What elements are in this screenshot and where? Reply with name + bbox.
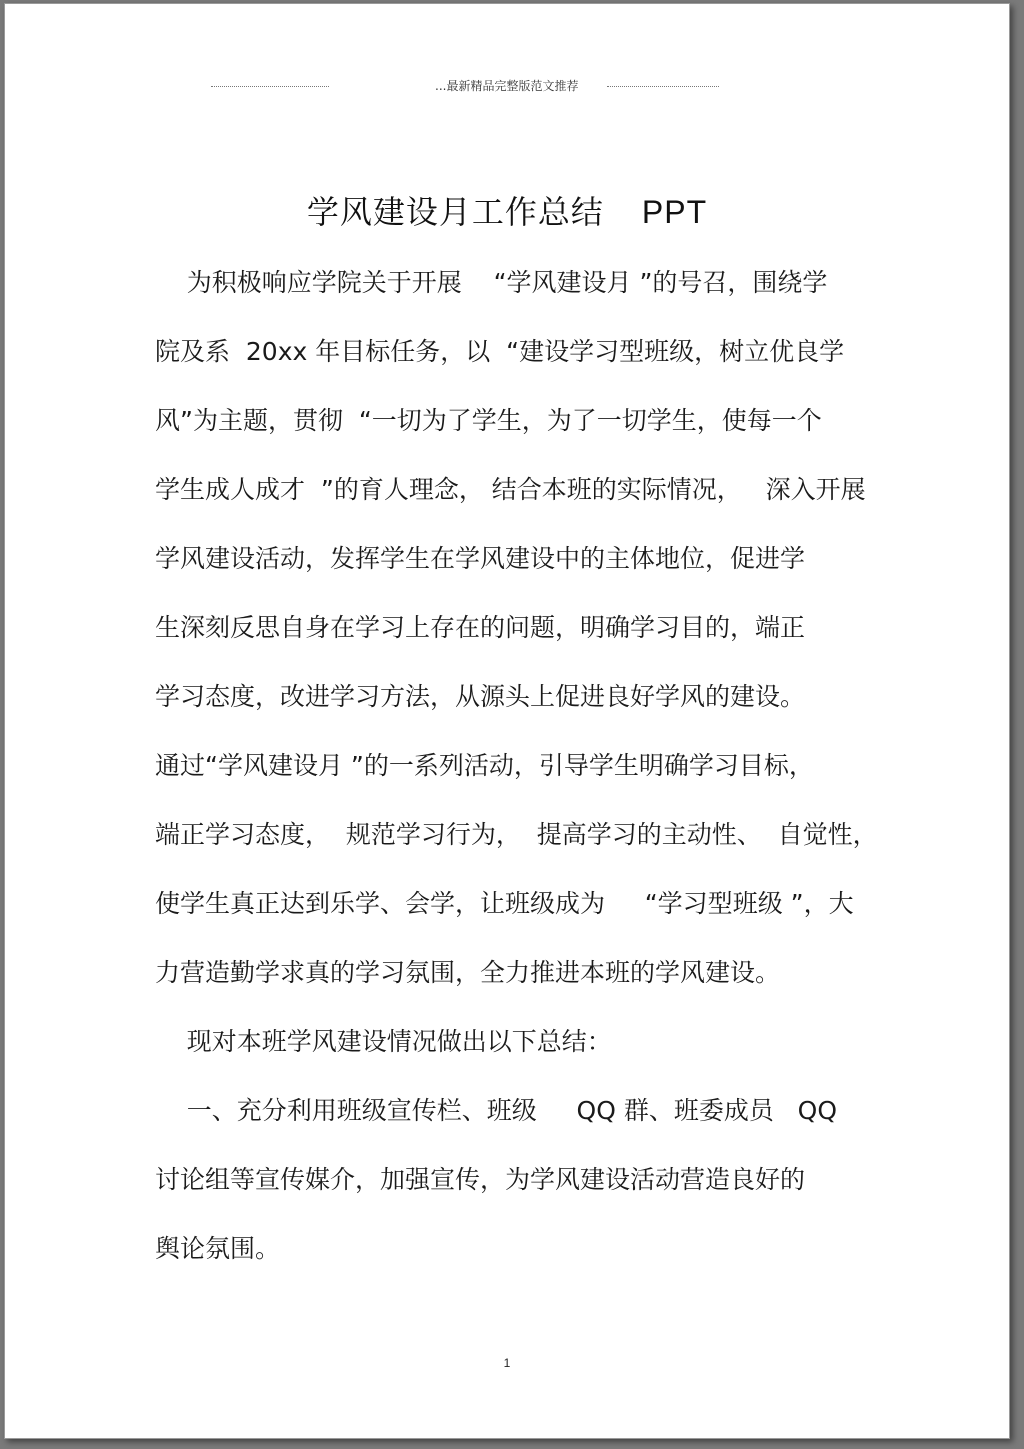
- header-dotted-rule-left: [211, 86, 329, 87]
- body-line: 讨论组等宣传媒介，加强宣传，为学风建设活动营造良好的: [155, 1165, 806, 1194]
- title-suffix: PPT: [641, 194, 708, 230]
- title-main: 学风建设月工作总结: [306, 193, 604, 231]
- document-page: [4, 3, 1010, 1439]
- header-dotted-rule-right: [607, 86, 719, 87]
- page-header: [211, 78, 719, 96]
- body-line: 学习态度，改进学习方法，从源头上促进良好学风的建设。: [155, 682, 806, 711]
- body-line: 风”为主题，贯彻 “一切为了学生，为了一切学生，使每一个: [155, 406, 822, 435]
- header-text: ...最新精品完整版范文推荐: [435, 79, 579, 93]
- body-line: 生深刻反思自身在学习上存在的问题，明确学习目的，端正: [155, 613, 806, 642]
- body-line: 为积极响应学院关于开展 “学风建设月 ”的号召，围绕学: [155, 268, 828, 297]
- document-title: [5, 190, 1009, 234]
- body-line: 一、充分利用班级宣传栏、班级 QQ 群、班委成员 QQ: [155, 1096, 838, 1125]
- body-line: 院及系 20xx 年目标任务，以 “建设学习型班级，树立优良学: [155, 337, 845, 366]
- body-line: 通过“学风建设月 ”的一系列活动，引导学生明确学习目标，: [155, 751, 814, 780]
- page-number: 1: [503, 1356, 511, 1370]
- body-line: 学风建设活动，发挥学生在学风建设中的主体地位，促进学: [155, 544, 806, 573]
- body-line: 现对本班学风建设情况做出以下总结：: [155, 1027, 612, 1056]
- body-line: 学生成人成才 ”的育人理念， 结合本班的实际情况， 深入开展: [155, 475, 866, 504]
- body-line: 舆论氛围。: [155, 1234, 281, 1263]
- body-line: 力营造勤学求真的学习氛围，全力推进本班的学风建设。: [155, 958, 781, 987]
- body-line: 端正学习态度， 规范学习行为， 提高学习的主动性、 自觉性，: [155, 820, 878, 849]
- body-line: 使学生真正达到乐学、会学，让班级成为 “学习型班级 ”，大: [155, 889, 854, 918]
